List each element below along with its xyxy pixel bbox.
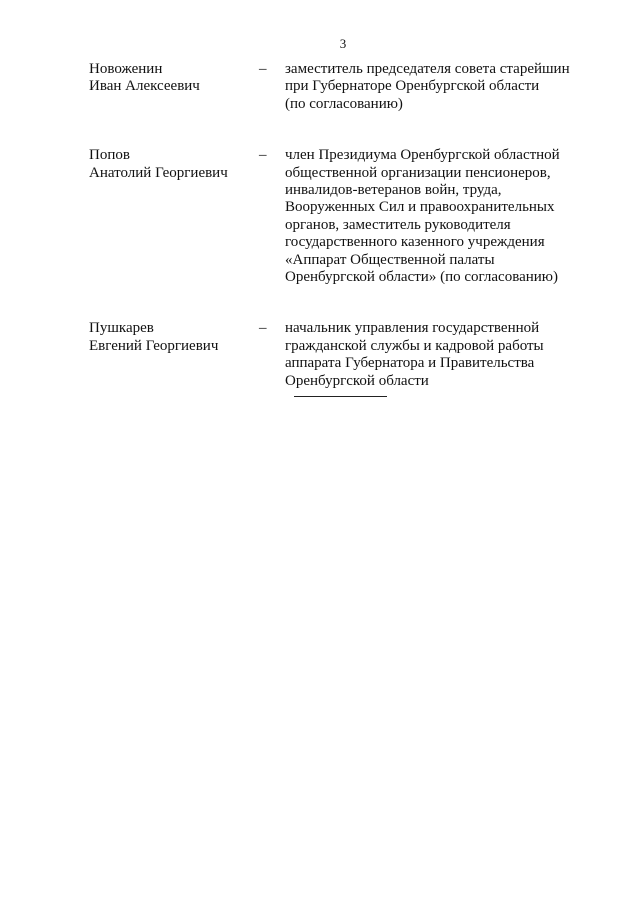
member-position <box>285 320 585 390</box>
position-line: инвалидов-ветеранов войн, труда, <box>285 182 502 199</box>
position-line: «Аппарат Общественной палаты <box>285 251 495 268</box>
position-line: член Президиума Оренбургской областной <box>285 147 560 164</box>
position-line: заместитель председателя совета старейшин <box>285 61 570 77</box>
entry-dash: – <box>259 61 267 77</box>
member-given-names: Иван Алексеевич <box>89 78 200 95</box>
position-line: органов, заместитель руководителя <box>285 216 511 233</box>
position-line: государственного казенного учреждения <box>285 234 545 251</box>
position-line: Вооруженных Сил и правоохранительных <box>285 199 555 216</box>
member-entry <box>89 147 589 286</box>
entry-dash: – <box>259 147 267 164</box>
page-number: 3 <box>339 36 347 51</box>
member-list <box>89 61 589 390</box>
member-name <box>89 61 259 113</box>
position-line: Оренбургской области <box>285 372 429 389</box>
position-line: гражданской службы и кадровой работы <box>285 337 544 354</box>
member-position <box>285 61 585 113</box>
member-given-names: Евгений Георгиевич <box>89 337 219 354</box>
end-of-list-rule <box>294 396 387 397</box>
member-surname: Попов <box>89 147 130 164</box>
member-surname: Пушкарев <box>89 320 154 337</box>
position-line: при Губернаторе Оренбургской области <box>285 78 540 95</box>
member-name <box>89 147 259 286</box>
position-line: начальник управления государственной <box>285 320 540 337</box>
member-entry <box>89 320 589 390</box>
position-line: аппарата Губернатора и Правительства <box>285 355 535 372</box>
member-surname: Новоженин <box>89 61 163 77</box>
member-name <box>89 320 259 390</box>
position-line: общественной организации пенсионеров, <box>285 164 551 181</box>
entry-dash: – <box>259 320 267 337</box>
member-given-names: Анатолий Георгиевич <box>89 164 228 181</box>
position-line: (по согласованию) <box>285 95 403 112</box>
member-entry <box>89 61 589 113</box>
position-line: Оренбургской области» (по согласованию) <box>285 269 559 286</box>
member-position <box>285 147 585 286</box>
